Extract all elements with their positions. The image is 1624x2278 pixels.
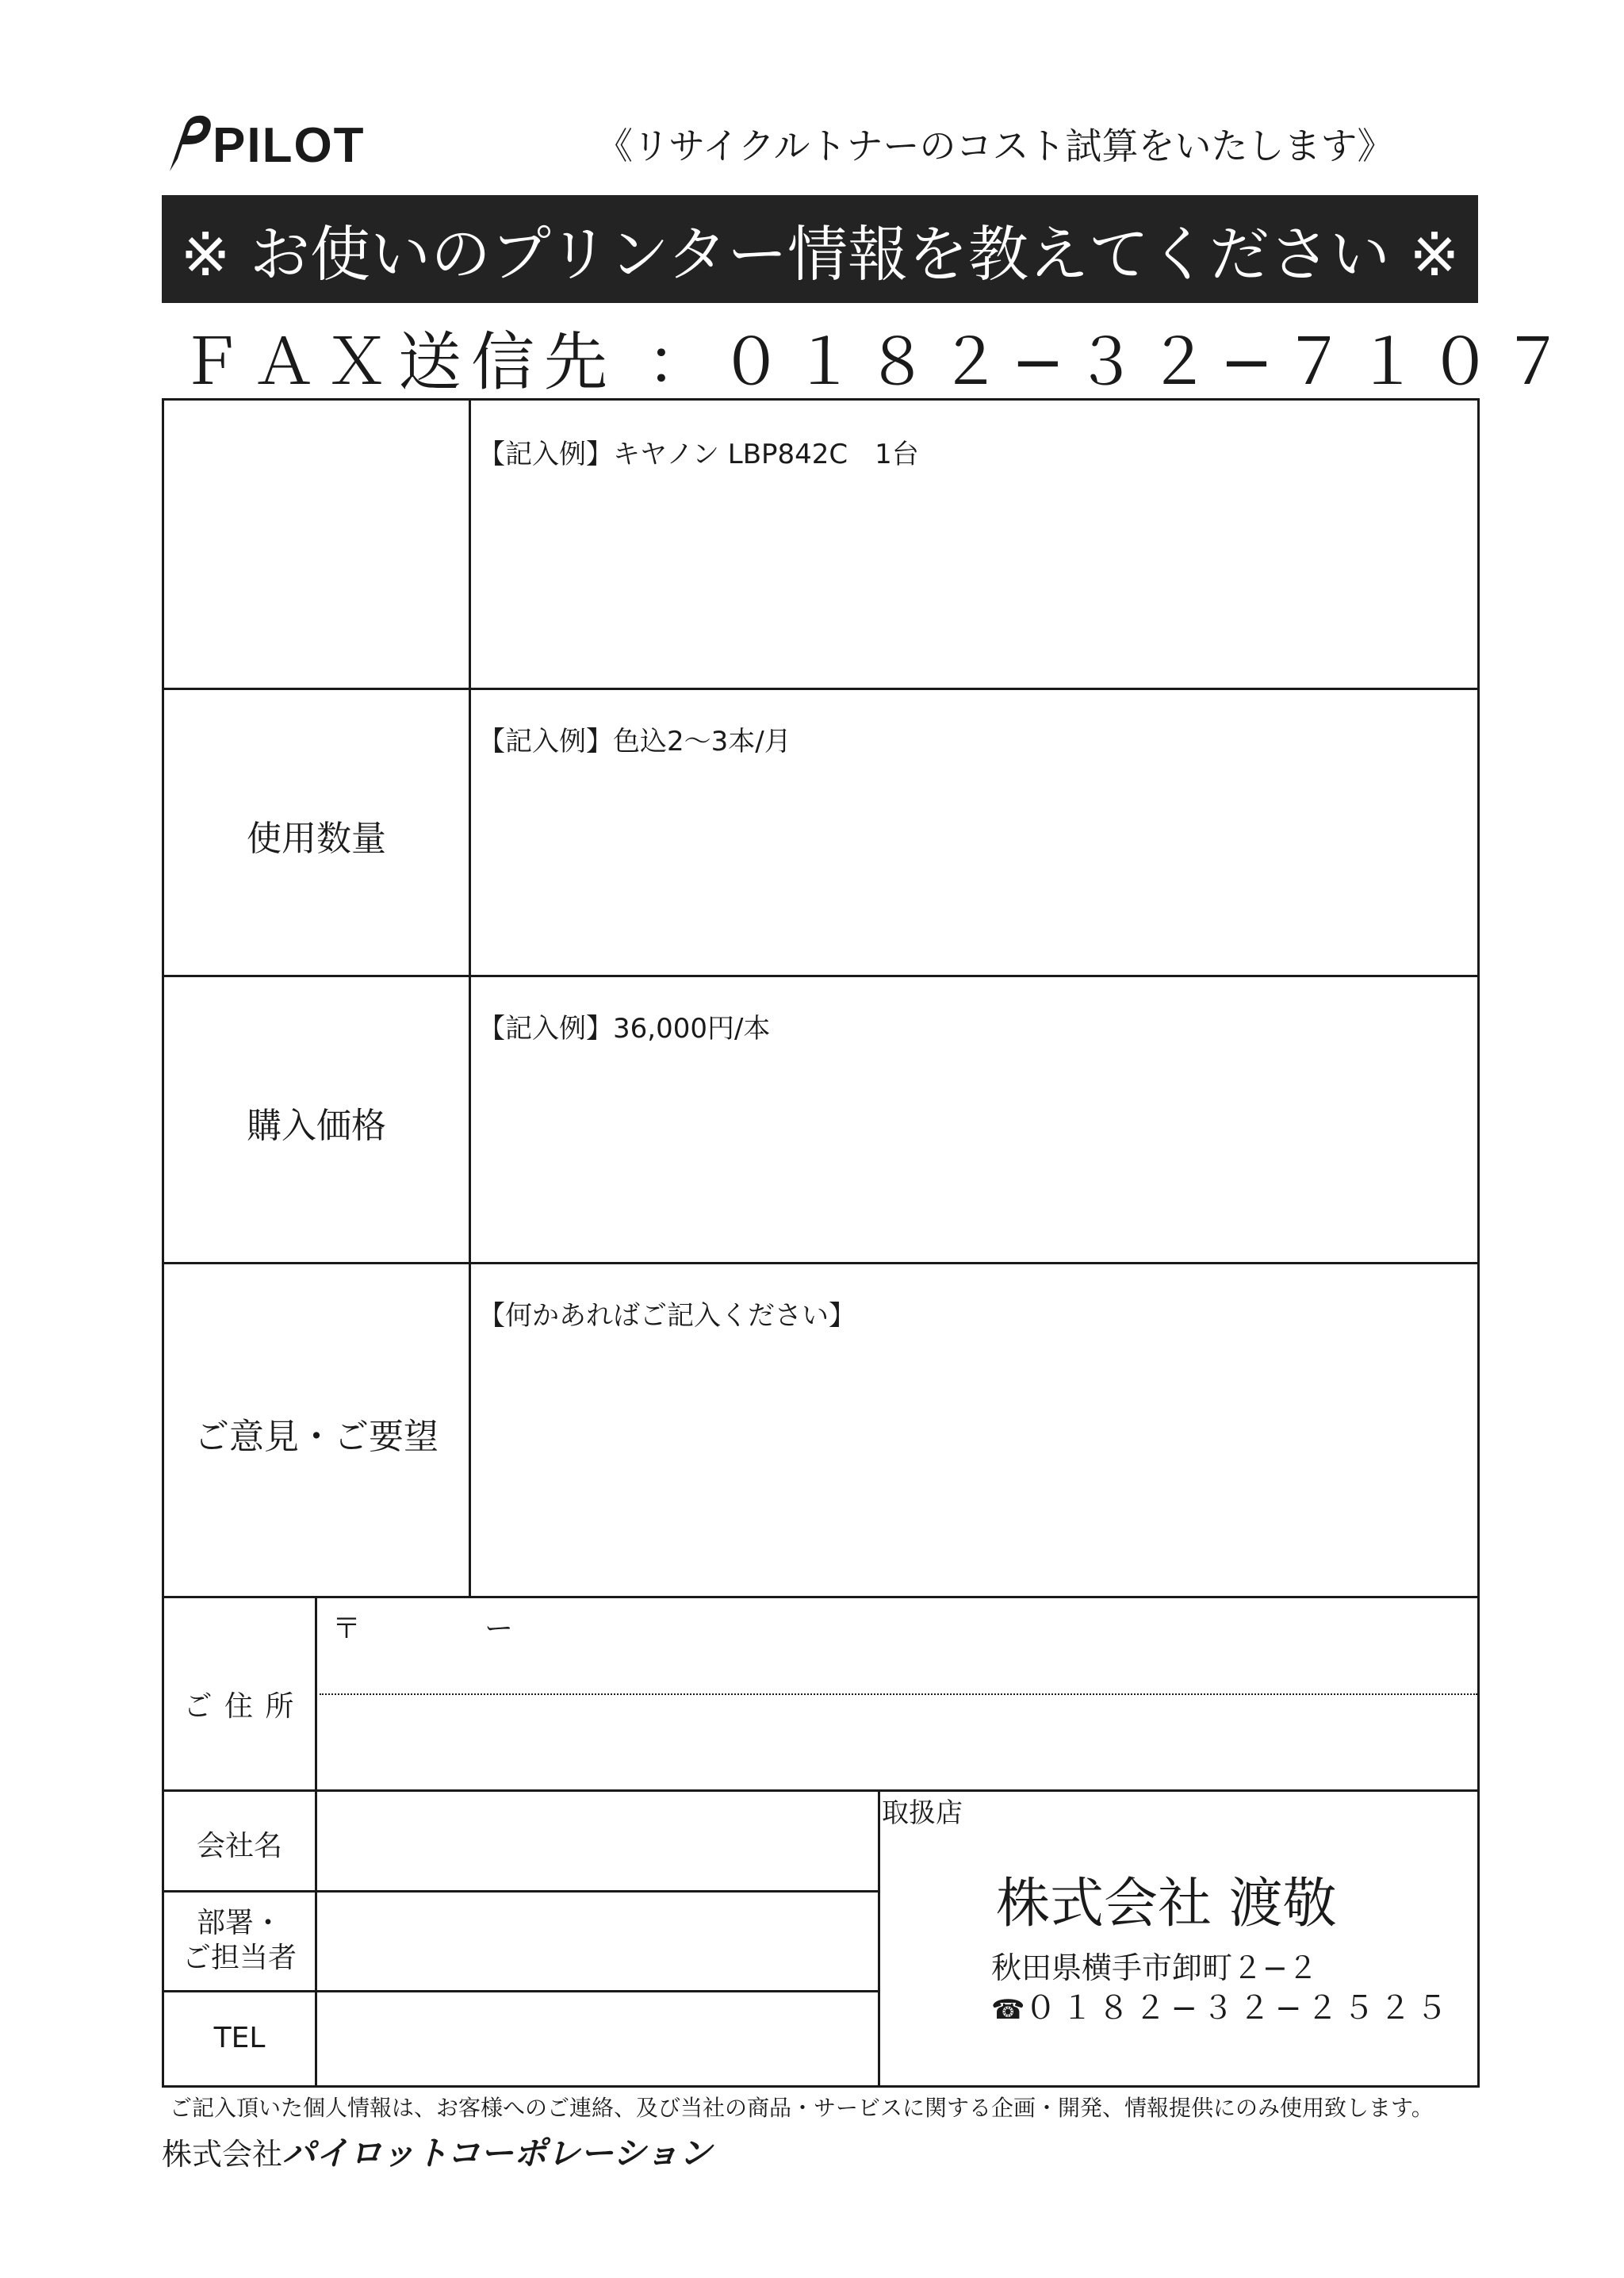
opinion-field[interactable]: [473, 1341, 1473, 1589]
privacy-notice: ご記入頂いた個人情報は、お客様へのご連絡、及び当社の商品・サービスに関する企画・開発、情報提供にのみ使用致します。: [170, 2095, 1434, 2121]
postal-code-field[interactable]: [320, 1600, 1473, 1683]
address-field[interactable]: [320, 1698, 1473, 1784]
price-label: 購入価格: [247, 1106, 386, 1146]
brand-name: PILOT: [213, 118, 366, 173]
printer-info-form: [162, 398, 1480, 2088]
opinion-example: 【何かあればご記入ください】: [478, 1300, 856, 1332]
person-field[interactable]: [320, 1895, 875, 1987]
pilot-logo: [162, 102, 400, 181]
row-divider: [164, 1789, 1477, 1792]
person-label: [164, 1906, 315, 1976]
company-label: 会社名: [196, 1830, 282, 1862]
phone-icon: ☎: [991, 1994, 1025, 2026]
usage-field[interactable]: [473, 765, 1473, 968]
printer-example: 【記入例】キヤノン LBP842C 1台: [478, 439, 919, 470]
tel-field[interactable]: [320, 1995, 875, 2084]
dealer-label: 取扱店: [882, 1797, 963, 1829]
usage-label: 使用数量: [247, 819, 386, 859]
address-column-divider: [315, 1596, 317, 2088]
corporation-brand: パイロットコーポレーション: [282, 2134, 712, 2173]
postal-dash: ー: [485, 1613, 514, 1645]
subtitle: 《リサイクルトナーのコスト試算をいたします》: [596, 125, 1394, 167]
fax-number: ＦＡＸ送信先 ：０１８２−３２−７１０７: [179, 325, 1575, 399]
banner: [162, 195, 1478, 303]
corporation-prefix: 株式会社: [162, 2137, 283, 2172]
column-divider: [469, 401, 471, 1596]
dealer-address: 秋田県横手市卸町２−２: [991, 1950, 1318, 1985]
address-label: ご 住 所: [183, 1690, 296, 1723]
company-field[interactable]: [320, 1794, 875, 1888]
row-divider: [164, 1262, 1477, 1264]
pilot-logo-icon: [162, 109, 217, 176]
dealer-divider: [878, 1789, 880, 2088]
tel-label: TEL: [213, 2022, 266, 2054]
dealer-phone: [991, 1983, 1452, 2028]
opinion-label: ご意見・ご要望: [194, 1417, 439, 1457]
banner-text: ※ お使いのプリンター情報を教えてください ※: [180, 218, 1460, 290]
person-label-line2: ご担当者: [182, 1942, 297, 1974]
row-divider: [164, 1890, 878, 1893]
price-field[interactable]: [473, 1053, 1473, 1255]
address-dotted-divider: [320, 1693, 1477, 1695]
printer-field[interactable]: [473, 480, 1473, 682]
row-divider: [164, 688, 1477, 690]
person-label-line1: 部署・: [196, 1907, 282, 1939]
dealer-phone-number: ０１８２−３２−２５２５: [1025, 1990, 1453, 2027]
row-divider: [164, 1990, 878, 1992]
corporation-name: [162, 2127, 712, 2175]
usage-example: 【記入例】色込2〜3本/月: [478, 726, 791, 757]
price-example: 【記入例】36,000円/本: [478, 1013, 771, 1045]
dealer-name: 株式会社 渡敬: [996, 1873, 1337, 1935]
row-divider: [164, 1596, 1477, 1598]
row-divider: [164, 975, 1477, 977]
postal-mark: 〒: [332, 1613, 362, 1645]
